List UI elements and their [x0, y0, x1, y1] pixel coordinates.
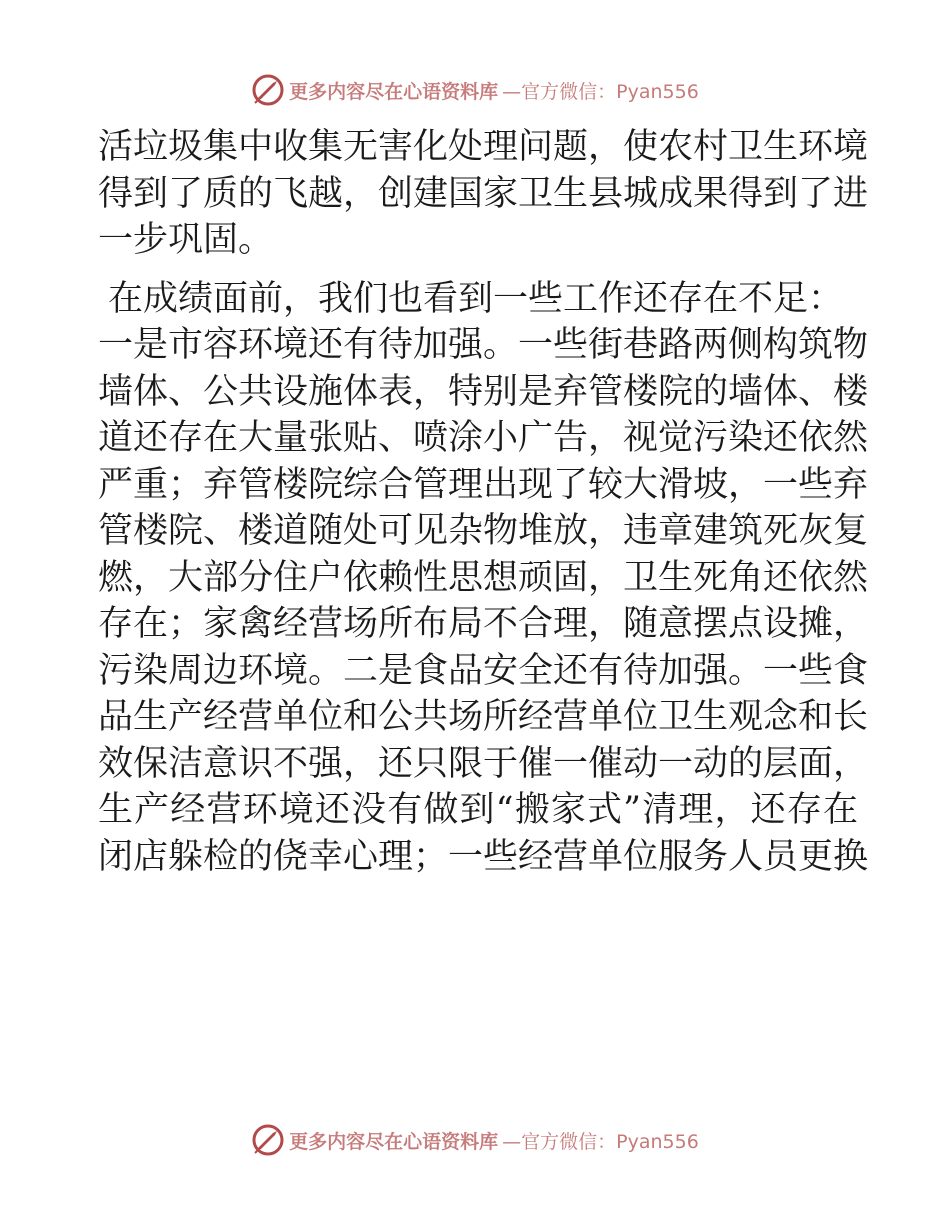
- watermark-main-text: 更多内容尽在心语资料库: [289, 80, 499, 103]
- text-line: 生产经营环境还没有做到“搬家式”清理，还存在: [98, 790, 858, 830]
- text-line: 燃，大部分住户依赖性思想顽固，卫生死角还依然: [98, 557, 869, 598]
- text-line: 一步巩固。: [98, 220, 274, 260]
- text-line: 闭店躲检的侥幸心理；一些经营单位服务人员更换: [98, 836, 869, 877]
- text-line: 道还存在大量张贴、喷涂小广告，视觉污染还依然: [98, 418, 869, 458]
- text-line: 活垃圾集中收集无害化处理问题，使农村卫生环境: [98, 127, 869, 167]
- watermark-main-text: 更多内容尽在心语资料库: [289, 1130, 499, 1153]
- paragraph-1: [98, 124, 869, 264]
- watermark-sub-text: —官方微信：Pyan556: [502, 1130, 699, 1153]
- text-line: 存在；家禽经营场所布局不合理，随意摆点设摊，: [98, 604, 869, 644]
- quill-logo-icon: [251, 1123, 285, 1157]
- text-line: 严重；弃管楼院综合管理出现了较大滑坡，一些弃: [98, 464, 869, 505]
- text-line: 墙体、公共设施体表，特别是弃管楼院的墙体、楼: [98, 371, 869, 412]
- text-line: 在成绩面前，我们也看到一些工作还存在不足：: [108, 278, 844, 319]
- document-body: [98, 124, 869, 880]
- quill-logo-icon: [251, 73, 285, 107]
- text-line: 管楼院、楼道随处可见杂物堆放，违章建筑死灰复: [98, 511, 869, 551]
- header-watermark: [0, 72, 950, 108]
- text-line: 品生产经营单位和公共场所经营单位卫生观念和长: [98, 697, 869, 737]
- text-line: 效保洁意识不强，还只限于催一催动一动的层面，: [98, 743, 869, 784]
- footer-watermark: [0, 1122, 950, 1158]
- watermark-sub-text: —官方微信：Pyan556: [502, 80, 699, 103]
- text-line: 一是市容环境还有待加强。一些街巷路两侧构筑物: [98, 325, 869, 365]
- text-line: 得到了质的飞越，创建国家卫生县城成果得到了进: [98, 173, 869, 214]
- paragraph-2: [98, 276, 869, 881]
- text-line: 污染周边环境。二是食品安全还有待加强。一些食: [98, 650, 869, 691]
